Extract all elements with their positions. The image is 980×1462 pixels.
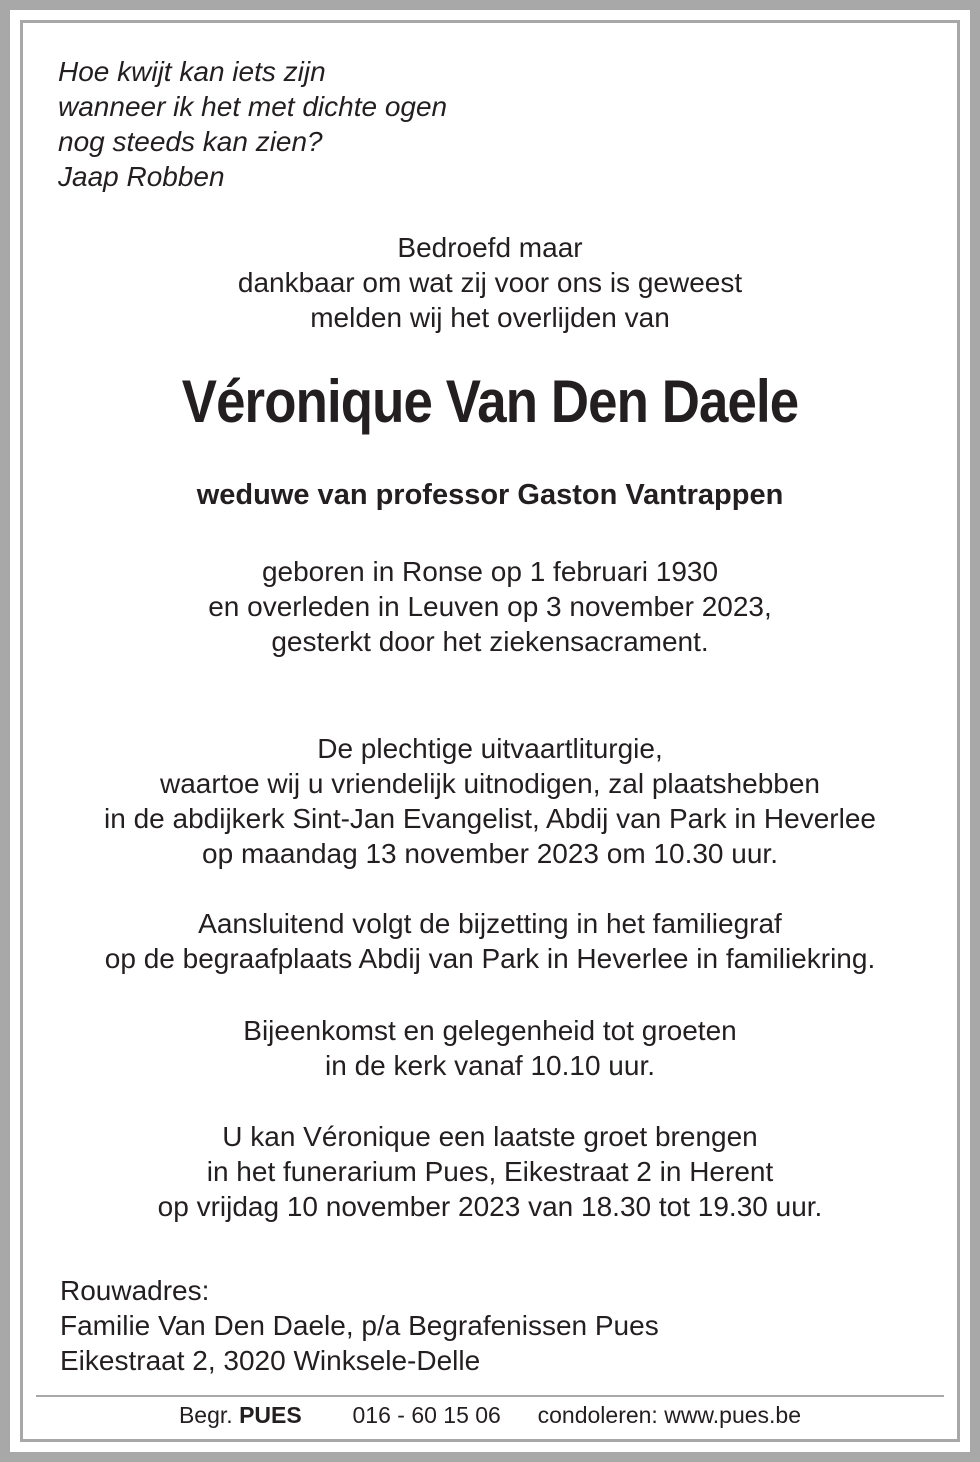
quote-line: wanneer ik het met dichte ogen bbox=[58, 91, 448, 122]
burial-line: Aansluitend volgt de bijzetting in het familiegraf bbox=[198, 908, 782, 939]
funeral-line: op maandag 13 november 2023 om 10.30 uur. bbox=[202, 838, 778, 869]
farewell-details bbox=[30, 1119, 950, 1224]
address-line: Eikestraat 2, 3020 Winksele-Delle bbox=[60, 1345, 481, 1376]
footer-divider bbox=[36, 1395, 944, 1397]
quote bbox=[58, 54, 447, 194]
footer-company: PUES bbox=[239, 1402, 302, 1428]
life-line: en overleden in Leuven op 3 november 2023, bbox=[208, 591, 772, 622]
funeral-line: waartoe wij u vriendelijk uitnodigen, zal plaatshebben bbox=[160, 768, 820, 799]
life-line: geboren in Ronse op 1 februari 1930 bbox=[261, 556, 719, 587]
quote-line: Hoe kwijt kan iets zijn bbox=[58, 56, 326, 87]
footer-condolence-link[interactable]: condoleren: www.pues.be bbox=[537, 1402, 802, 1428]
footer bbox=[30, 1400, 950, 1430]
gathering-details bbox=[30, 1013, 950, 1083]
address-line: Familie Van Den Daele, p/a Begrafenissen Pues bbox=[60, 1310, 659, 1341]
funeral-line: De plechtige uitvaartliturgie, bbox=[317, 733, 663, 764]
quote-author: Jaap Robben bbox=[58, 161, 225, 192]
footer-phone: 016 - 60 15 06 bbox=[352, 1402, 501, 1428]
intro-text bbox=[30, 230, 950, 335]
intro-line: melden wij het overlijden van bbox=[310, 302, 670, 333]
quote-line: nog steeds kan zien? bbox=[58, 126, 323, 157]
farewell-line: op vrijdag 10 november 2023 van 18.30 tot 19.30 uur. bbox=[157, 1191, 823, 1222]
footer-prefix: Begr. bbox=[178, 1402, 233, 1428]
funeral-details bbox=[30, 731, 950, 871]
mourning-address bbox=[60, 1273, 659, 1378]
address-label: Rouwadres: bbox=[60, 1275, 210, 1306]
intro-line: dankbaar om wat zij voor ons is geweest bbox=[237, 267, 743, 298]
deceased-name: Véronique Van Den Daele bbox=[181, 368, 799, 435]
life-details bbox=[30, 554, 950, 659]
farewell-line: in het funerarium Pues, Eikestraat 2 in Herent bbox=[206, 1156, 774, 1187]
burial-line: op de begraafplaats Abdij van Park in Heverlee in familiekring. bbox=[104, 943, 876, 974]
burial-details bbox=[30, 906, 950, 976]
intro-line: Bedroefd maar bbox=[397, 232, 583, 263]
gathering-line: Bijeenkomst en gelegenheid tot groeten bbox=[243, 1015, 737, 1046]
gathering-line: in de kerk vanaf 10.10 uur. bbox=[325, 1050, 655, 1081]
farewell-line: U kan Véronique een laatste groet brengen bbox=[222, 1121, 758, 1152]
deceased-relation: weduwe van professor Gaston Vantrappen bbox=[196, 479, 784, 511]
funeral-line: in de abdijkerk Sint-Jan Evangelist, Abdij van Park in Heverlee bbox=[104, 803, 876, 834]
life-line: gesterkt door het ziekensacrament. bbox=[271, 626, 709, 657]
